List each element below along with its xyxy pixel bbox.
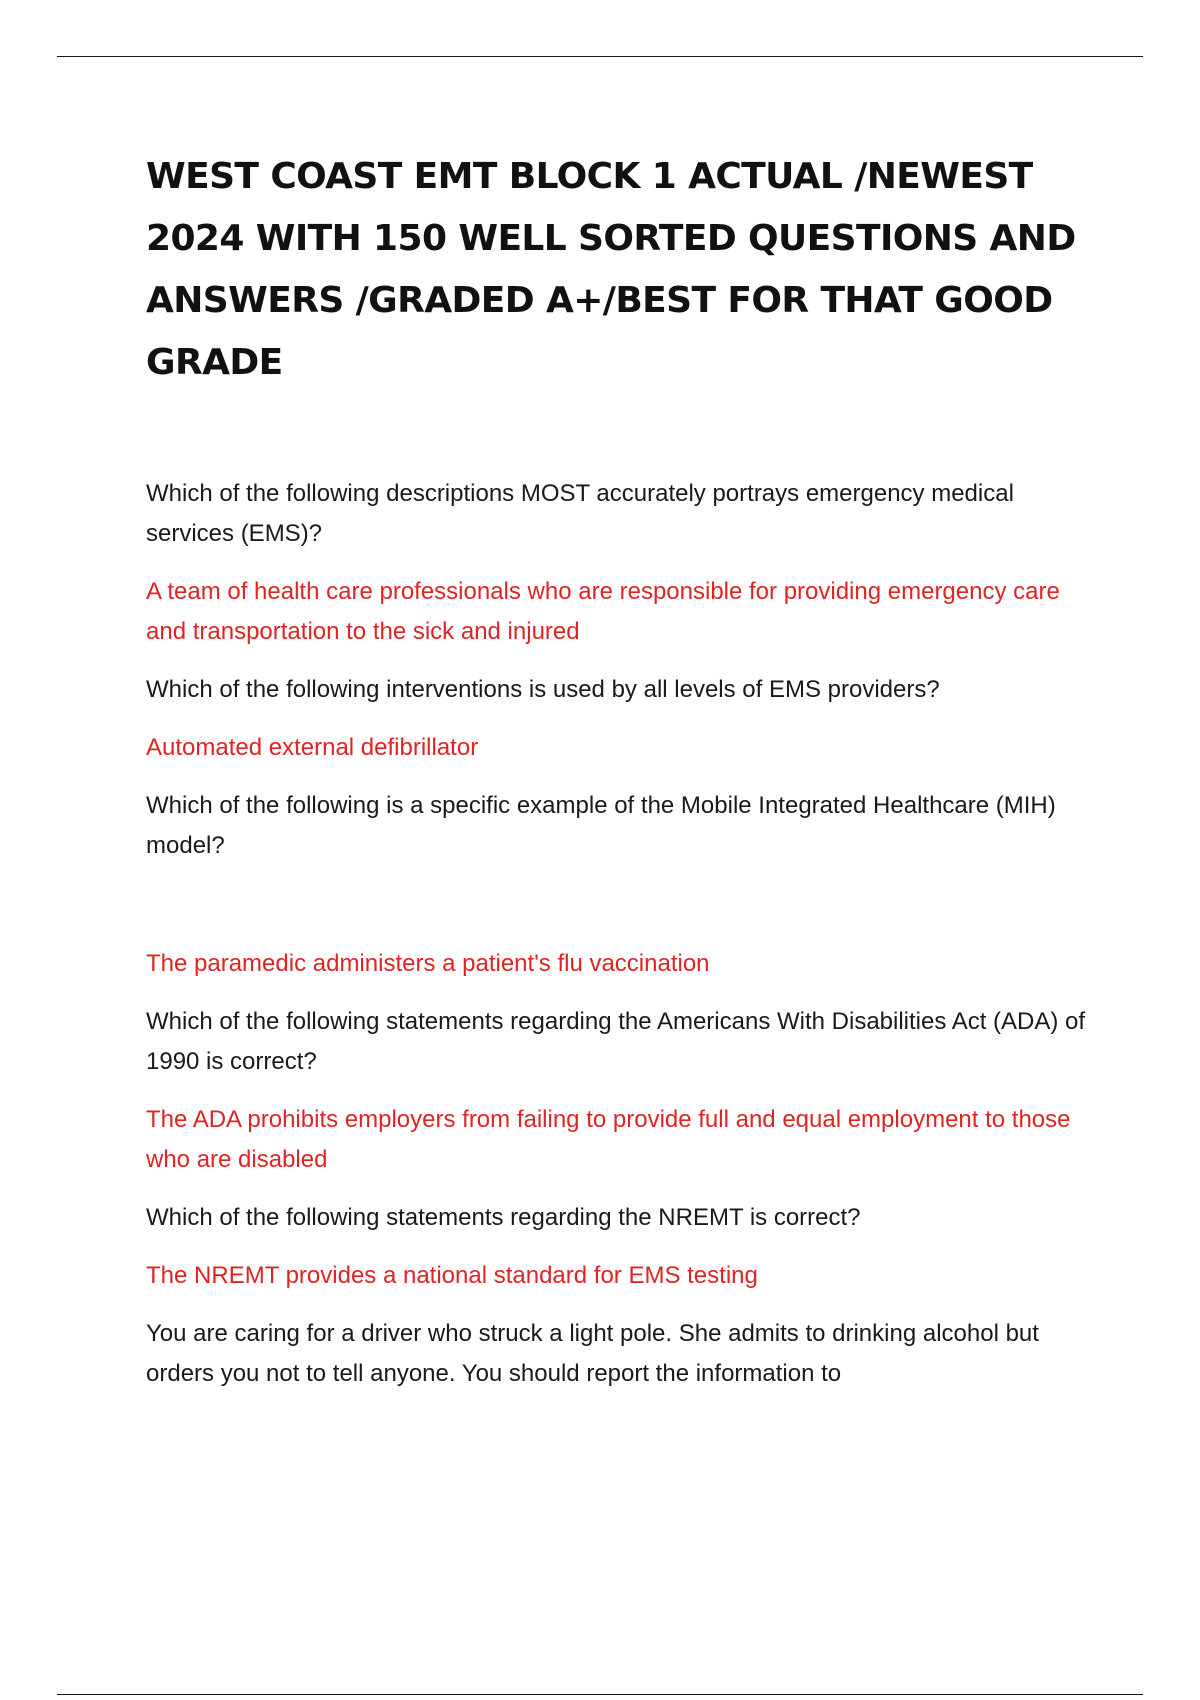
qa-list — [146, 474, 1096, 1394]
top-rule — [57, 56, 1143, 57]
question-5: Which of the following statements regarding the NREMT is correct? — [146, 1204, 861, 1231]
question-6: You are caring for a driver who struck a light pole. She admits to drinking alcohol but orders you not to tell anyone. You should report the information to — [146, 1320, 1039, 1387]
question-2: Which of the following interventions is used by all levels of EMS providers? — [146, 676, 940, 703]
question-3: Which of the following is a specific example of the Mobile Integrated Healthcare (MIH) model? — [146, 792, 1056, 859]
question-4: Which of the following statements regarding the Americans With Disabilities Act (ADA) of 1990 is correct? — [146, 1008, 1086, 1075]
bottom-rule — [57, 1694, 1143, 1695]
answer-1: A team of health care professionals who are responsible for providing emergency care and transportation to the sick and injured — [146, 578, 1060, 645]
answer-2: Automated external defibrillator — [146, 734, 479, 761]
document-page — [146, 146, 1096, 1394]
answer-4: The ADA prohibits employers from failing to provide full and equal employment to those who are disabled — [146, 1106, 1071, 1173]
answer-3: The paramedic administers a patient's flu vaccination — [146, 950, 710, 977]
document-title: WEST COAST EMT BLOCK 1 ACTUAL /NEWEST 2024 WITH 150 WELL SORTED QUESTIONS AND ANSWERS /GRADED A+/BEST FOR THAT GOOD GRADE — [146, 156, 1076, 383]
answer-5: The NREMT provides a national standard for EMS testing — [146, 1262, 758, 1289]
question-1: Which of the following descriptions MOST accurately portrays emergency medical services (EMS)? — [146, 480, 1014, 547]
